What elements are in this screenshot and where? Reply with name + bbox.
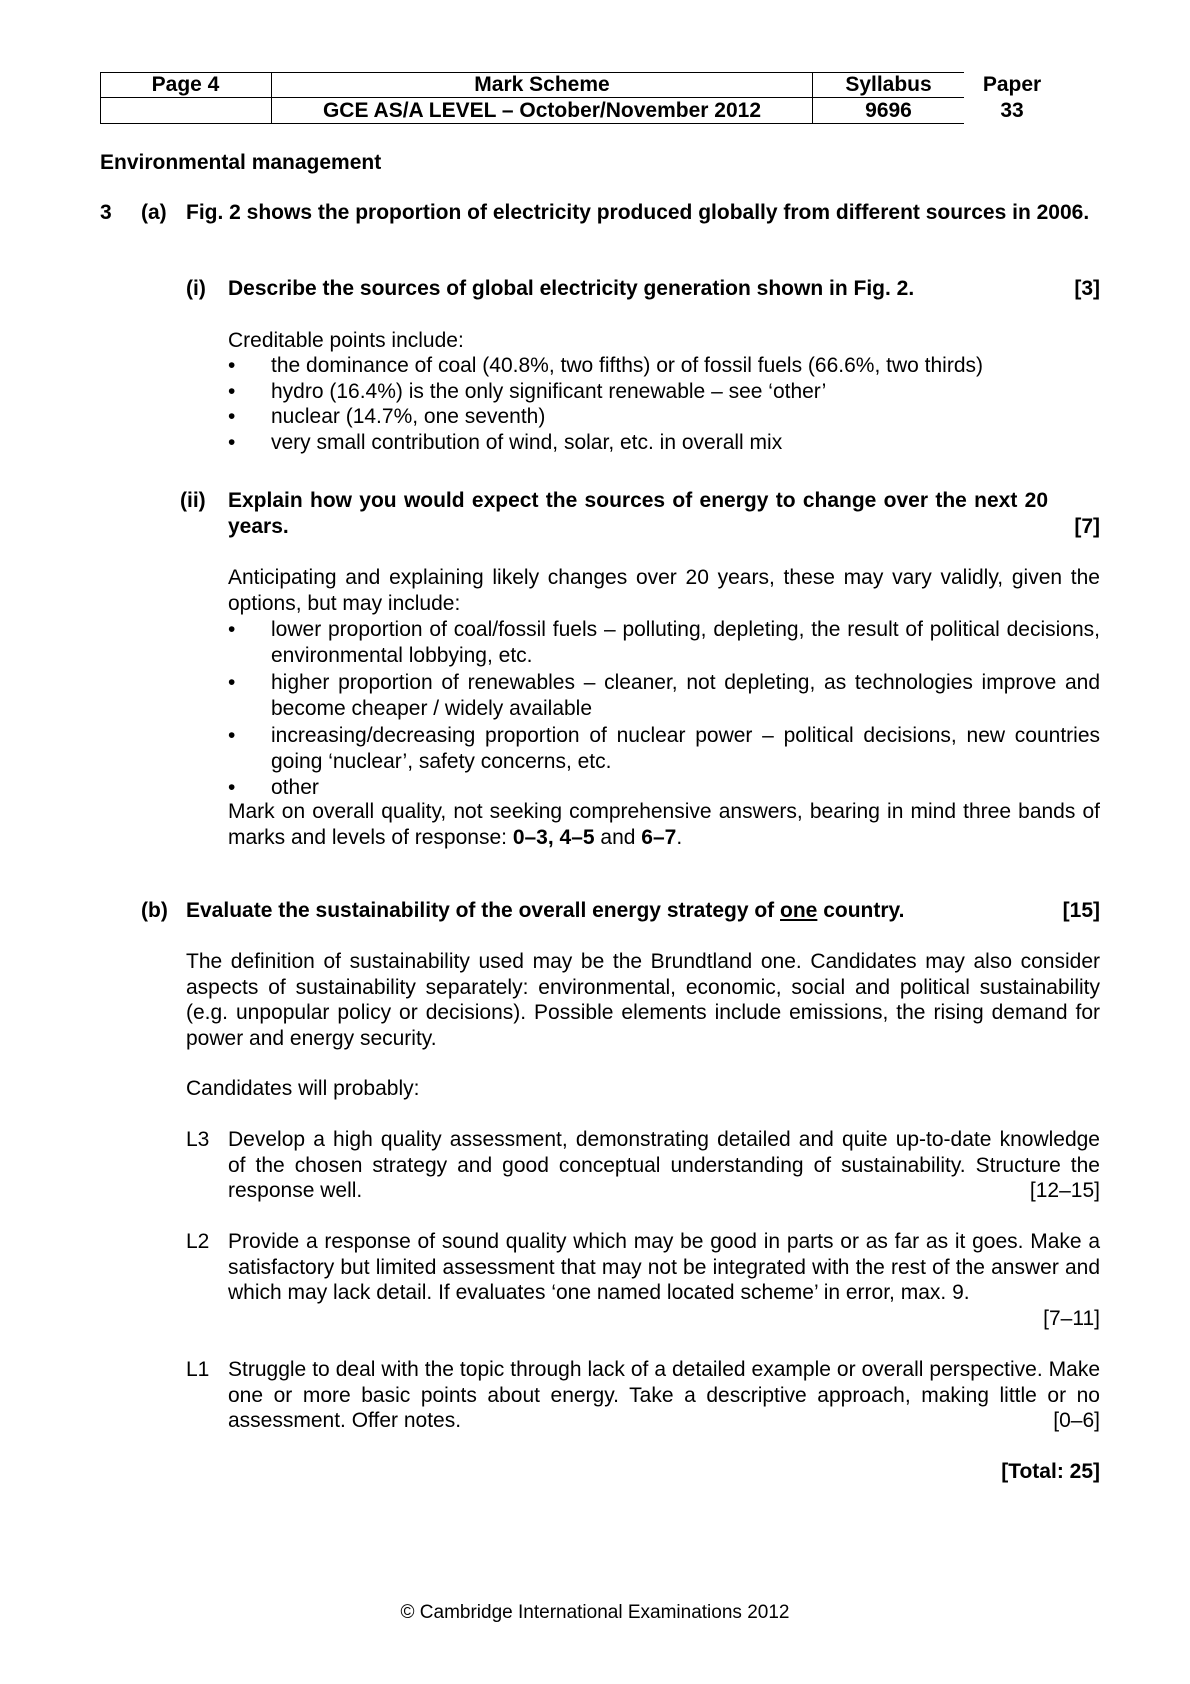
level-range: [7–11] [1043, 1307, 1100, 1330]
list-item: • higher proportion of renewables – cleaner, not depleting, as technologies improve and become cheaper / widely available [228, 671, 1100, 720]
part-a-ii-marks: [7] [1074, 515, 1100, 538]
level-range: [0–6] [1053, 1409, 1100, 1432]
part-a-text: Fig. 2 shows the proportion of electricity produced globally from different sources in 2006. [186, 201, 1090, 224]
header-exam: GCE AS/A LEVEL – October/November 2012 [322, 99, 762, 122]
part-a-i-intro: Creditable points include: [228, 329, 464, 352]
part-a-label: (a) [141, 201, 167, 224]
list-item: • very small contribution of wind, solar, etc. in overall mix [228, 430, 783, 454]
header-doc-type: Mark Scheme [474, 73, 610, 96]
question-number: 3 [100, 201, 112, 224]
section-title: Environmental management [100, 151, 382, 174]
level-label: L2 [186, 1230, 210, 1253]
list-item: • the dominance of coal (40.8%, two fifths) or of fossil fuels (66.6%, two thirds) [228, 354, 983, 377]
bullet-icon: • [228, 354, 236, 377]
part-b-para2: Candidates will probably: [186, 1077, 420, 1100]
bullet-icon: • [228, 379, 236, 403]
part-b-label: (b) [141, 899, 168, 922]
level-text: Provide a response of sound quality which may be good in parts or as far as it goes. Make a satisfactory but limited assessment that may not be integrated with the rest of the answer and which may lack detail. If evaluates ‘one named located scheme’ in error, max. 9. [228, 1230, 1100, 1304]
part-b-para1: The definition of sustainability used may be the Brundtland one. Candidates may also consider aspects of sustainability separately: environmental, economic, social and political sustainability (e.g. unpopular policy or decisions). Possible elements include emissions, the rising demand for power and energy security. [186, 950, 1100, 1050]
part-a-i-marks: [3] [1074, 277, 1100, 300]
part-a-ii-text: Explain how you would expect the sources of energy to change over the next 20 years. [228, 489, 1048, 538]
total-marks: [Total: 25] [1001, 1460, 1100, 1483]
list-item: • nuclear (14.7%, one seventh) [228, 405, 546, 428]
level-range: [12–15] [1029, 1179, 1100, 1202]
part-a-ii-bullets [228, 617, 1100, 801]
list-item: • increasing/decreasing proportion of nuclear power – political decisions, new countries going ‘nuclear’, safety concerns, etc. [228, 724, 1100, 773]
part-a-i-label: (i) [186, 277, 206, 300]
header-syllabus-label: Syllabus [845, 73, 932, 96]
level-L1 [186, 1357, 1100, 1435]
table-border-bottom [100, 123, 964, 124]
part-a-i-text: Describe the sources of global electricity generation shown in Fig. 2. [228, 277, 915, 300]
bullet-icon: • [228, 776, 236, 799]
level-L3 [186, 1127, 1100, 1205]
header-syllabus-value: 9696 [865, 99, 912, 122]
bullet-icon: • [228, 405, 236, 428]
part-a-ii-closing: Mark on overall quality, not seeking comprehensive answers, bearing in mind three bands of marks and levels of response: 0–3, 4–5 and 6–7. [228, 800, 1100, 849]
part-b-marks: [15] [1062, 899, 1100, 922]
part-a-i-bullets [228, 353, 1100, 455]
level-text: Develop a high quality assessment, demonstrating detailed and quite up-to-date knowledge of the chosen strategy and good conceptual understanding of sustainability. Structure the response well. [228, 1128, 1100, 1202]
part-b-text: Evaluate the sustainability of the overall energy strategy of one country. [186, 899, 905, 922]
level-label: L1 [186, 1358, 210, 1381]
header-paper-label: Paper [982, 73, 1042, 96]
list-item: • lower proportion of coal/fossil fuels – polluting, depleting, the result of political decisions, environmental lobbying, etc. [228, 618, 1100, 667]
bullet-icon: • [228, 430, 236, 454]
footer-copyright: © Cambridge International Examinations 2012 [400, 1602, 790, 1623]
level-L2 [186, 1229, 1100, 1333]
list-item: • hydro (16.4%) is the only significant renewable – see ‘other’ [228, 379, 827, 403]
level-label: L3 [186, 1128, 210, 1151]
bullet-icon: • [228, 671, 236, 694]
header-page: Page 4 [151, 73, 220, 96]
header-table [100, 72, 1060, 124]
bullet-icon: • [228, 724, 236, 747]
list-item: • other [228, 776, 319, 799]
part-a-ii-label: (ii) [180, 489, 206, 512]
bullet-icon: • [228, 618, 236, 641]
level-text: Struggle to deal with the topic through lack of a detailed example or overall perspective. Make one or more basic points about energy. Take a descriptive approach, making little or no assessment. Offer notes. [228, 1358, 1100, 1432]
header-paper-value: 33 [1000, 99, 1024, 122]
part-a-ii-intro: Anticipating and explaining likely changes over 20 years, these may vary validly, given the options, but may include: [228, 566, 1100, 615]
